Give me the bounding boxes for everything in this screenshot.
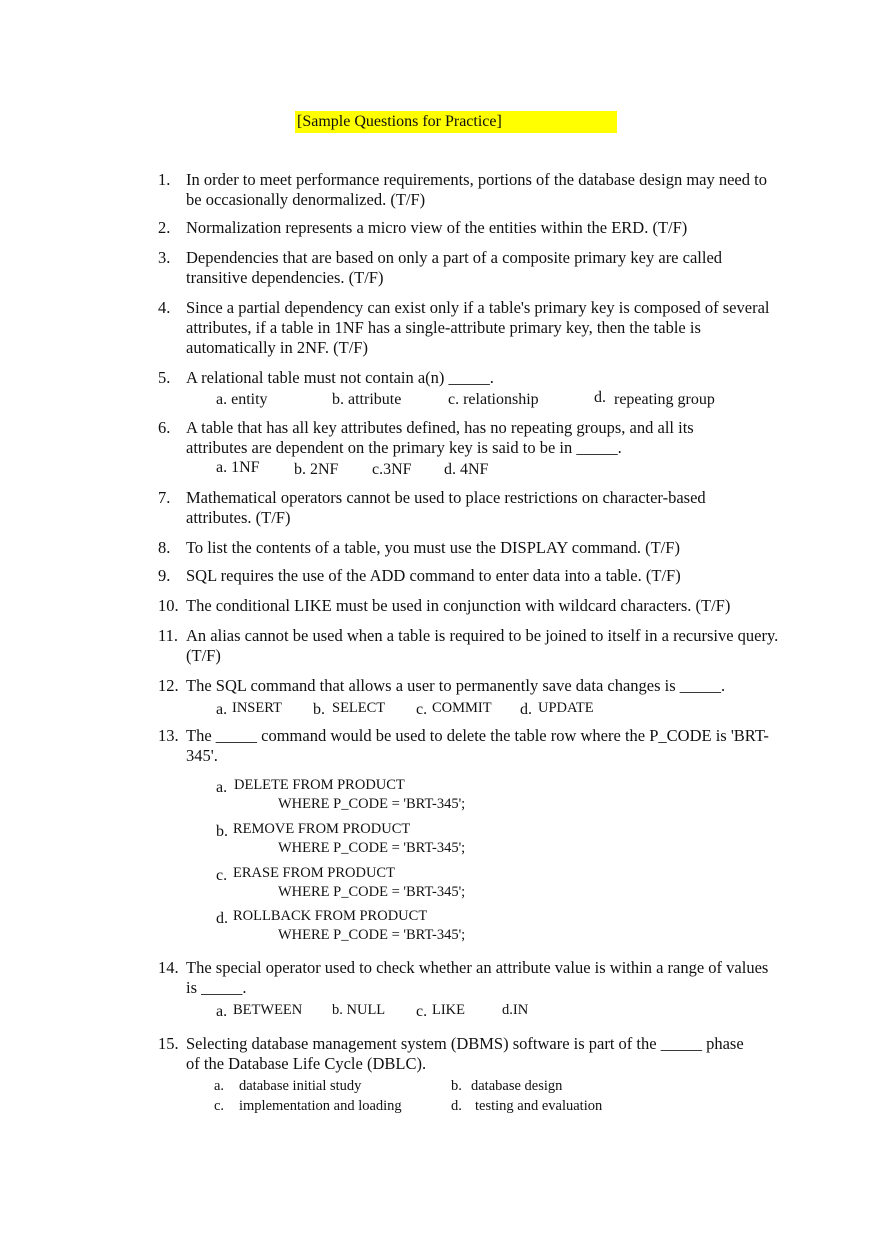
question-text: A relational table must not contain a(n) _____. <box>186 368 494 387</box>
option-d-letter: d. <box>451 1098 462 1114</box>
option-a-letter: a. <box>214 1078 225 1094</box>
question-text: In order to meet performance requirements, portions of the database design may need to be occasionally denormalized. (T/F) <box>186 170 767 209</box>
option-a: database initial study <box>239 1078 362 1094</box>
option-line-1: ROLLBACK FROM PRODUCT <box>233 908 428 924</box>
question-text: Normalization represents a micro view of the entities within the ERD. (T/F) <box>186 218 688 237</box>
question-2 <box>158 218 788 238</box>
option-line-1: REMOVE FROM PRODUCT <box>233 821 411 837</box>
option-d-letter: d. <box>594 389 606 406</box>
option-a: a. entity <box>216 391 268 408</box>
question-15 <box>158 1034 788 1074</box>
page-title: [Sample Questions for Practice] <box>295 111 617 133</box>
option-letter: c. <box>216 867 228 884</box>
option-b: b. attribute <box>332 391 402 408</box>
option-line-1: DELETE FROM PRODUCT <box>234 777 405 793</box>
question-number: 12. <box>158 676 179 695</box>
question-14 <box>158 958 788 998</box>
question-number: 7. <box>158 488 171 507</box>
question-number: 8. <box>158 538 171 557</box>
question-text: Selecting database management system (DBMS) software is part of the _____ phase of the Database Life Cycle (DBLC). <box>186 1034 744 1073</box>
question-text: An alias cannot be used when a table is required to be joined to itself in a recursive query. (T/F) <box>186 626 779 665</box>
question-number: 3. <box>158 248 171 267</box>
question-number: 15. <box>158 1034 179 1053</box>
question-text: SQL requires the use of the ADD command to enter data into a table. (T/F) <box>186 566 681 585</box>
option-b: b. NULL <box>332 1002 386 1018</box>
question-7 <box>158 488 788 528</box>
question-number: 13. <box>158 726 179 745</box>
option-d: d.IN <box>502 1002 529 1018</box>
option-letter: d. <box>216 910 228 927</box>
question-number: 9. <box>158 566 171 585</box>
question-text: The SQL command that allows a user to permanently save data changes is _____. <box>186 676 726 695</box>
question-text: The conditional LIKE must be used in conjunction with wildcard characters. (T/F) <box>186 596 731 615</box>
option-a-letter: a. <box>216 701 228 718</box>
option-b: SELECT <box>332 700 386 716</box>
option-d-letter: d. <box>520 701 532 718</box>
question-text: A table that has all key attributes defined, has no repeating groups, and all its attributes are dependent on the primary key is said to be in _____. <box>186 418 694 457</box>
question-6 <box>158 418 788 458</box>
question-text: Dependencies that are based on only a part of a composite primary key are called transitive dependencies. (T/F) <box>186 248 723 287</box>
option-b-letter: b. <box>313 701 325 718</box>
option-c: LIKE <box>432 1002 466 1018</box>
question-number: 6. <box>158 418 171 437</box>
question-number: 4. <box>158 298 171 317</box>
question-number: 2. <box>158 218 171 237</box>
question-9 <box>158 566 788 586</box>
option-a-letter: a. <box>216 1003 228 1020</box>
option-a: BETWEEN <box>233 1002 303 1018</box>
option-d: testing and evaluation <box>475 1098 603 1114</box>
question-10 <box>158 596 788 616</box>
question-text: The _____ command would be used to delete the table row where the P_CODE is 'BRT-345'. <box>186 726 769 765</box>
option-b: b. 2NF <box>294 461 339 478</box>
question-text: The special operator used to check whether an attribute value is within a range of values is _____. <box>186 958 769 997</box>
question-11 <box>158 626 788 666</box>
question-text: Mathematical operators cannot be used to place restrictions on character-based attributes. (T/F) <box>186 488 706 527</box>
question-12 <box>158 676 788 696</box>
question-number: 10. <box>158 596 179 615</box>
option-d: UPDATE <box>538 700 594 716</box>
question-5 <box>158 368 788 388</box>
option-letter: b. <box>216 823 228 840</box>
option-d: d. 4NF <box>444 461 489 478</box>
option-c-letter: c. <box>416 701 428 718</box>
option-a: a. 1NF <box>216 459 260 476</box>
option-line-1: ERASE FROM PRODUCT <box>233 865 395 881</box>
option-line-2: WHERE P_CODE = 'BRT-345'; <box>278 840 466 856</box>
option-b: database design <box>471 1078 563 1094</box>
question-1 <box>158 170 788 210</box>
question-number: 11. <box>158 626 179 645</box>
option-letter: a. <box>216 779 228 796</box>
option-c: c. relationship <box>448 391 539 408</box>
option-c-letter: c. <box>214 1098 225 1114</box>
question-number: 14. <box>158 958 179 977</box>
question-13 <box>158 726 788 766</box>
question-number: 5. <box>158 368 171 387</box>
question-number: 1. <box>158 170 171 189</box>
option-c: c.3NF <box>372 461 412 478</box>
question-4 <box>158 298 788 358</box>
option-line-2: WHERE P_CODE = 'BRT-345'; <box>278 884 466 900</box>
option-d: repeating group <box>614 391 715 408</box>
option-c: implementation and loading <box>239 1098 402 1114</box>
option-c-letter: c. <box>416 1003 428 1020</box>
option-line-2: WHERE P_CODE = 'BRT-345'; <box>278 927 466 943</box>
question-text: Since a partial dependency can exist only if a table's primary key is composed of several attributes, if a table in 1NF has a single-attribute primary key, then the table is automatically in 2NF. (T/F) <box>186 298 770 357</box>
option-c: COMMIT <box>432 700 492 716</box>
option-line-2: WHERE P_CODE = 'BRT-345'; <box>278 796 466 812</box>
option-b-letter: b. <box>451 1078 462 1094</box>
option-a: INSERT <box>232 700 282 716</box>
question-text: To list the contents of a table, you must use the DISPLAY command. (T/F) <box>186 538 680 557</box>
question-8 <box>158 538 788 558</box>
question-3 <box>158 248 788 288</box>
